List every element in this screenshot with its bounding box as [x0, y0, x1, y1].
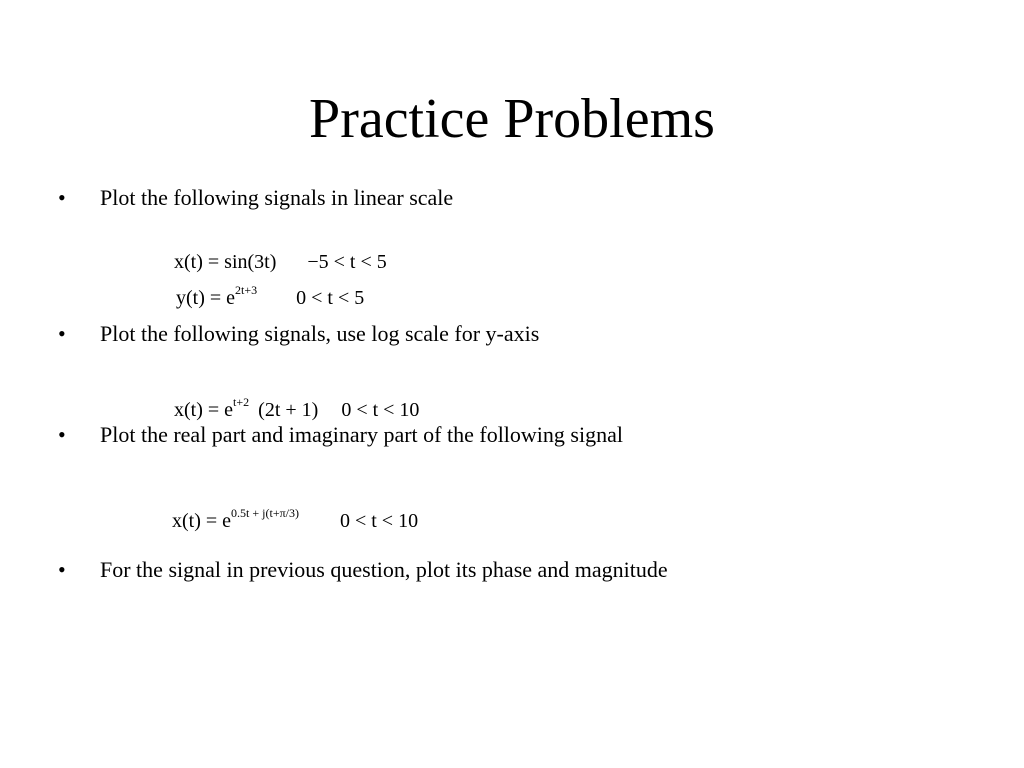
equation-4 [172, 508, 418, 534]
equation-3-factor: (2t + 1) [258, 399, 319, 421]
equation-3-expression: x(t) = e [174, 399, 234, 421]
equation-4-expression: x(t) = e [172, 510, 232, 532]
equation-2-expression: y(t) = e [176, 287, 236, 309]
bullet-item-3 [58, 421, 623, 449]
bullet-text-4: For the signal in previous question, plot its phase and magnitude [100, 557, 668, 582]
equation-3 [174, 397, 419, 423]
bullet-marker: • [58, 321, 66, 346]
equation-4-range: 0 < t < 10 [339, 510, 419, 532]
bullet-text-3: Plot the real part and imaginary part of the following signal [100, 422, 623, 447]
equation-3-exponent: t+2 [233, 395, 250, 410]
slide-title: Practice Problems [309, 88, 715, 150]
bullet-marker: • [58, 185, 66, 210]
equation-2-range: 0 < t < 5 [296, 287, 365, 309]
equation-1 [174, 249, 387, 275]
bullet-marker: • [58, 422, 66, 447]
bullet-marker: • [58, 557, 66, 582]
bullet-text-1: Plot the following signals in linear scale [100, 185, 454, 210]
bullet-item-2 [58, 320, 539, 348]
equation-4-exponent: 0.5t + j(t+π/3) [231, 506, 299, 521]
equation-1-expression: x(t) = sin(3t) [174, 251, 277, 273]
equation-1-range: −5 < t < 5 [307, 251, 387, 273]
bullet-text-2: Plot the following signals, use log scale for y-axis [100, 321, 540, 346]
equation-3-range: 0 < t < 10 [341, 399, 420, 421]
bullet-item-4 [58, 556, 668, 584]
equation-2-exponent: 2t+3 [235, 283, 258, 298]
bullet-item-1 [58, 184, 453, 212]
equation-2 [176, 285, 364, 311]
